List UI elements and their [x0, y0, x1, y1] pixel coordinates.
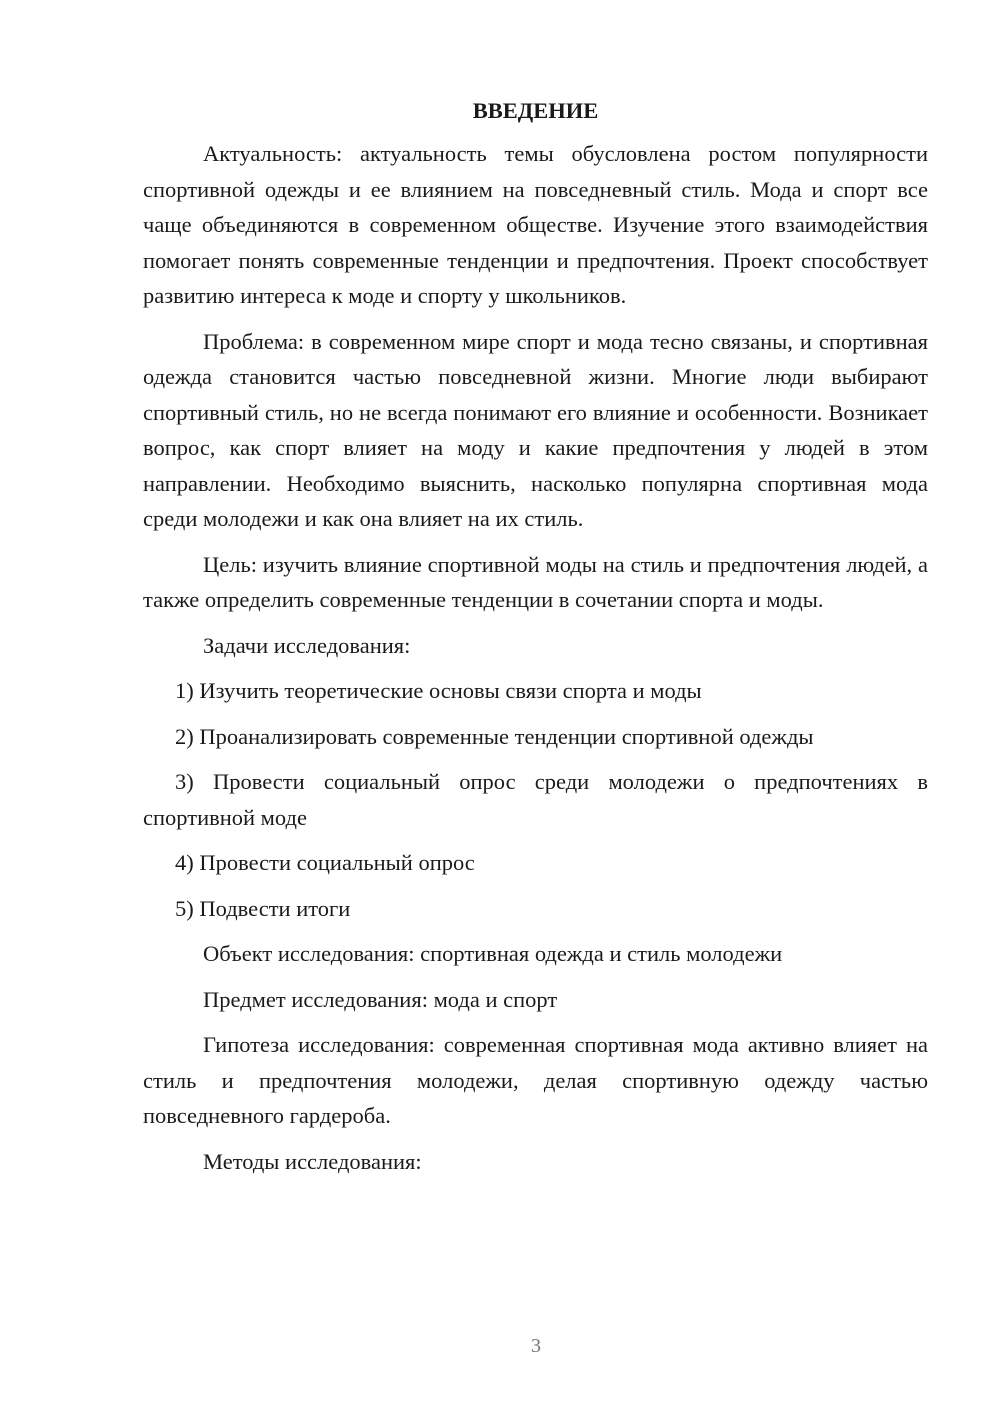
page-number: 3 — [531, 1335, 541, 1357]
document-body — [143, 96, 928, 1189]
task-item: 3) Провести социальный опрос среди молодежи о предпочтениях в спортивной моде — [143, 769, 928, 830]
research-methods-heading: Методы исследования: — [203, 1148, 422, 1174]
tasks-heading: Задачи исследования: — [203, 632, 411, 658]
goal-paragraph: Цель: изучить влияние спортивной моды на стиль и предпочтения людей, а также определить современные тенденции в сочетании спорта и моды. — [143, 551, 928, 612]
relevance-paragraph: Актуальность: актуальность темы обусловлена ростом популярности спортивной одежды и ее влиянием на повседневный стиль. Мода и спорт все чаще объединяются в современном обществе. Изучение этого взаимодействия помогает понять современные тенденции и предпочтения. Проект способствует развитию интереса к моде и спорту у школьников. — [143, 141, 928, 308]
problem-paragraph: Проблема: в современном мире спорт и мода тесно связаны, и спортивная одежда становится частью повседневной жизни. Многие люди выбирают спортивный стиль, но не всегда понимают его влияние и особенности. Возникает вопрос, как спорт влияет на моду и какие предпочтения у людей в этом направлении. Необходимо выяснить, насколько популярна спортивная мода среди молодежи и как она влияет на их стиль. — [143, 328, 928, 531]
task-item: 5) Подвести итоги — [175, 895, 351, 921]
research-subject: Предмет исследования: мода и спорт — [203, 986, 558, 1012]
task-item: 1) Изучить теоретические основы связи спорта и моды — [175, 678, 702, 703]
research-hypothesis: Гипотеза исследования: современная спортивная мода активно влияет на стиль и предпочтения молодежи, делая спортивную одежду частью повседневного гардероба. — [143, 1032, 928, 1128]
research-object: Объект исследования: спортивная одежда и стиль молодежи — [203, 941, 783, 966]
section-title: ВВЕДЕНИЕ — [472, 98, 599, 123]
task-item: 4) Провести социальный опрос — [175, 850, 475, 875]
task-item: 2) Проанализировать современные тенденции спортивной одежды — [175, 723, 814, 749]
